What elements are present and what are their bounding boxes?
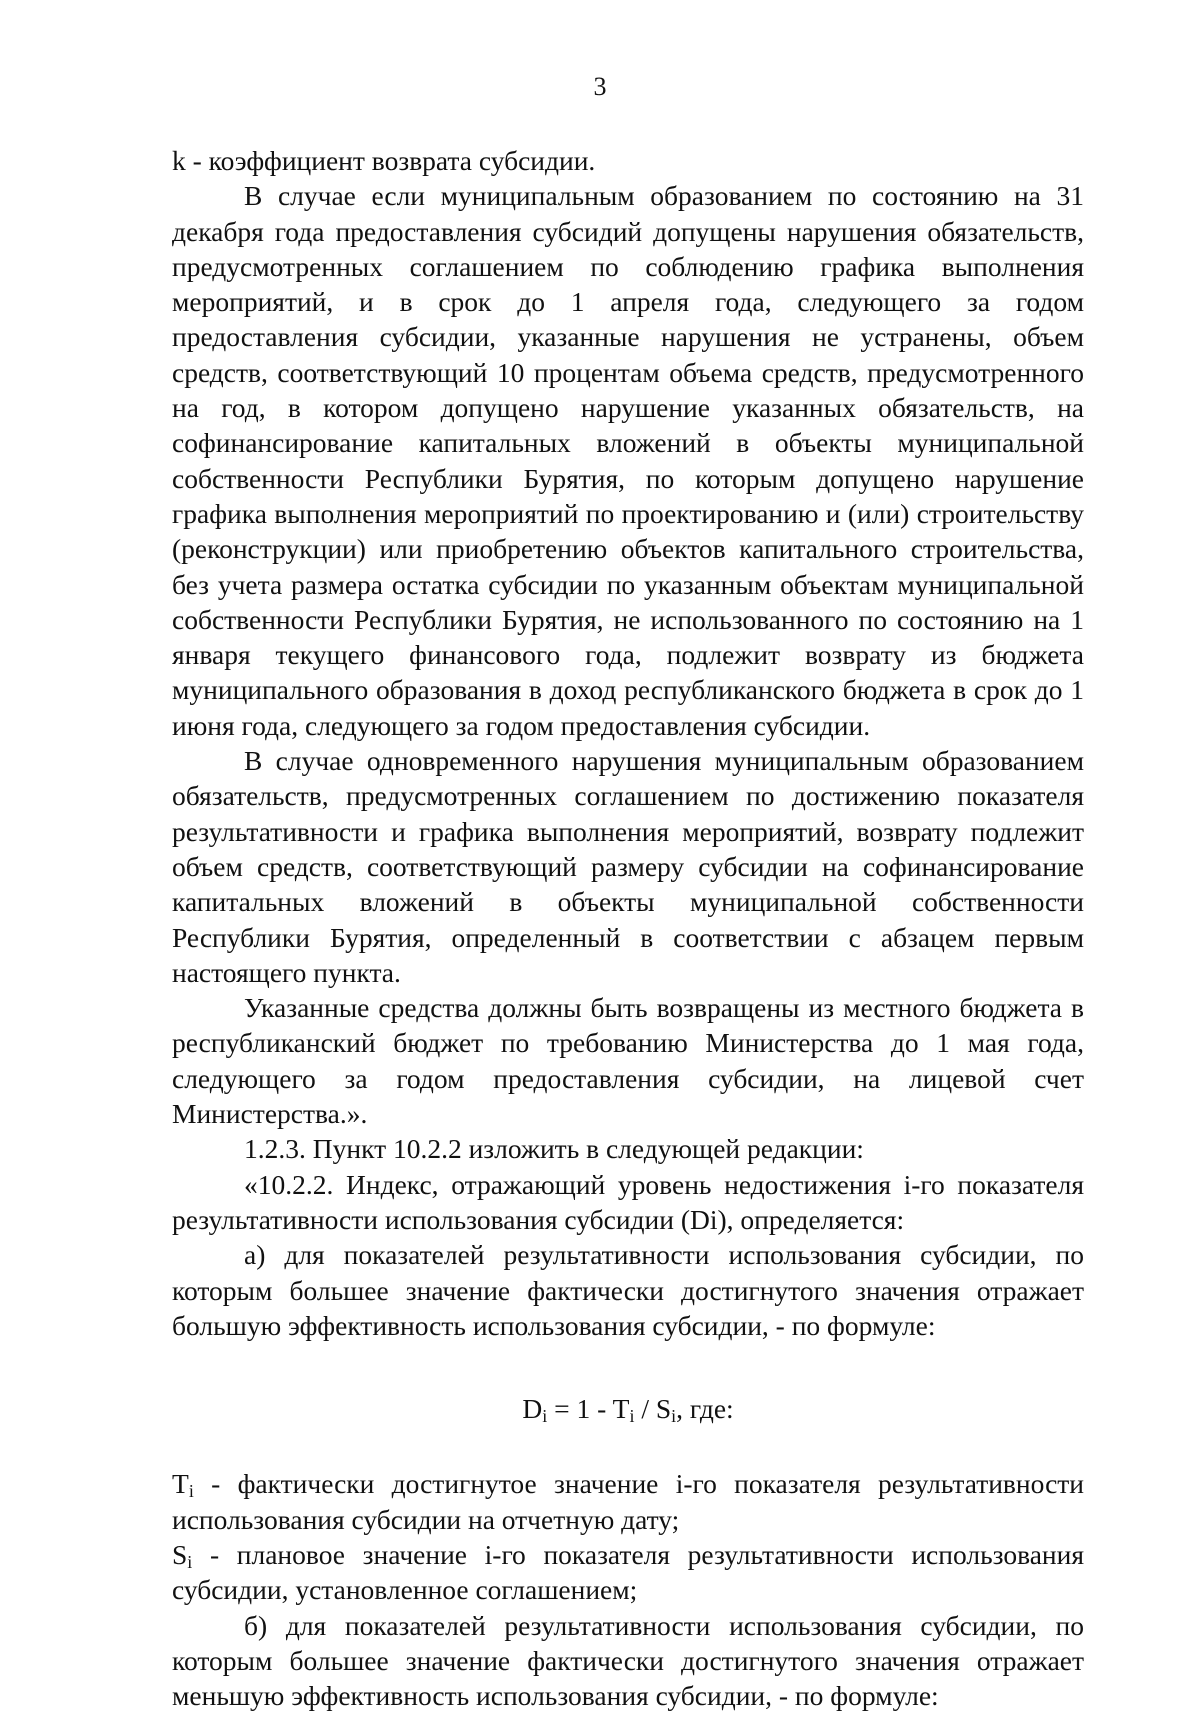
paragraph-case-b: б) для показателей результативности использования субсидии, по которым большее значение фактически достигнутого значения отражает меньшую эффективность использования субсидии, - по формуле: bbox=[172, 1609, 1084, 1712]
paragraph-ti-definition: $T_i$ - фактически достигнутое значение i-го показателя результативности использования субсидии на отчетную дату; bbox=[172, 1468, 1085, 1535]
paragraph-case-a: а) для показателей результативности использования субсидии, по которым большее значение фактически достигнутого значения отражает большую эффективность использования субсидии, - по формуле: bbox=[172, 1239, 1084, 1341]
paragraph-schedule-violation: В случае если муниципальным образованием по состоянию на 31 декабря года предоставления субсидий допущены нарушения обязательств, предусмотренных соглашением по соблюдению графика выполнения мероприятий, и в срок до 1 апреля года, следующего за годом предоставления субсидии, указанные нарушения не устранены, объем средств, соответствующий 10 процентам объема средств, предусмотренного на год, в котором допущено нарушение указанных обязательств, на софинансирование капитальных вложений в объекты муниципальной собственности Республики Бурятия, по которым допущено нарушение графика выполнения мероприятий по проектированию и (или) строительству (реконструкции) или приобретению объектов капитального строительства, без учета размера остатка субсидии по указанным объектам муниципальной собственности Республики Бурятия, не использованного по состоянию на 1 января текущего финансового года, подлежит возврату из бюджета муниципального образования в доход республиканского бюджета в срок до 1 июня года, следующего за годом предоставления субсидии. bbox=[172, 180, 1084, 741]
formula-di: $D_i = 1 - T_i / S_i$, где: bbox=[522, 1393, 734, 1427]
paragraph-si-definition: $S_i$ - плановое значение i-го показателя результативности использования субсидии, установленное соглашением; bbox=[172, 1538, 1084, 1606]
paragraph-k-definition: k - коэффициент возврата субсидии. bbox=[172, 145, 596, 176]
paragraph-simultaneous-violation: В случае одновременного нарушения муниципальным образованием обязательств, предусмотренных соглашением по достижению показателя результативности и графика выполнения мероприятий, возврату подлежит объем средств, соответствующий размеру субсидии на софинансирование капитальных вложений в объекты муниципальной собственности Республики Бурятия, определенный в соответствии с абзацем первым настоящего пункта. bbox=[172, 745, 1084, 988]
page-number: 3 bbox=[593, 72, 607, 101]
document-body bbox=[172, 143, 1084, 1713]
paragraph-index-definition: «10.2.2. Индекс, отражающий уровень недостижения i-го показателя результативности использования субсидии (Di), определяется: bbox=[172, 1168, 1084, 1235]
paragraph-amendment: 1.2.3. Пункт 10.2.2 изложить в следующей редакции: bbox=[244, 1133, 864, 1165]
paragraph-funds-return: Указанные средства должны быть возвращены из местного бюджета в республиканский бюджет по требованию Министерства до 1 мая года, следующего за годом предоставления субсидии, на лицевой счет Министерства.». bbox=[172, 992, 1084, 1130]
